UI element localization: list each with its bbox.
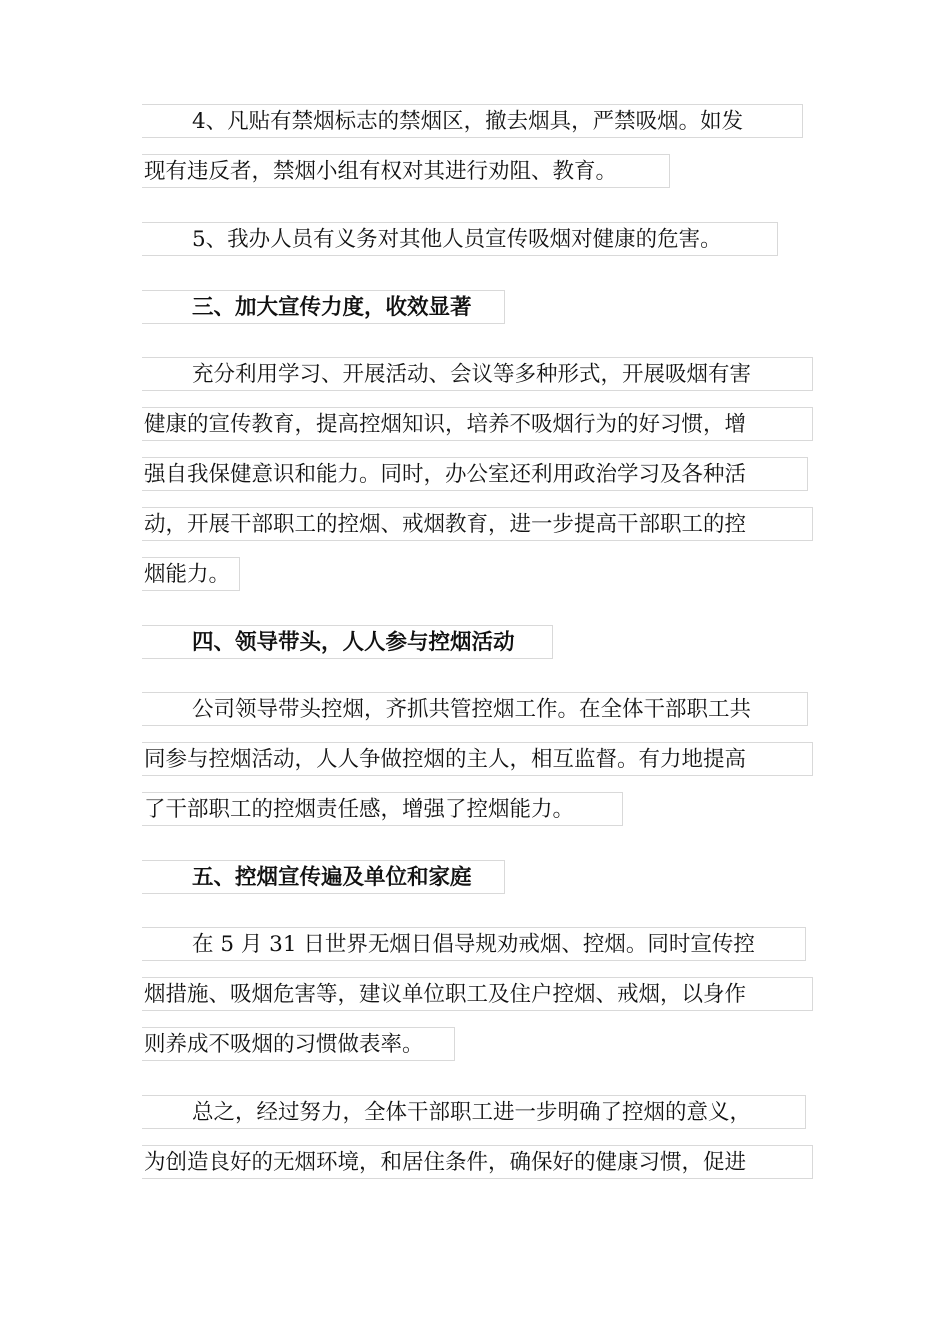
item-4-line-2: 现有违反者，禁烟小组有权对其进行劝阻、教育。: [142, 154, 670, 188]
section-3-line-4: 动，开展干部职工的控烟、戒烟教育，进一步提高干部职工的控: [142, 507, 813, 541]
conclusion-line-1: 总之，经过努力，全体干部职工进一步明确了控烟的意义，: [142, 1095, 806, 1129]
item-4-line-1: 4、凡贴有禁烟标志的禁烟区，撤去烟具，严禁吸烟。如发: [142, 104, 803, 138]
item-5-line-1: 5、我办人员有义务对其他人员宣传吸烟对健康的危害。: [142, 222, 778, 256]
section-5-line-2: 烟措施、吸烟危害等，建议单位职工及住户控烟、戒烟，以身作: [142, 977, 813, 1011]
section-4-heading: 四、领导带头，人人参与控烟活动: [142, 625, 553, 659]
section-5-line-3: 则养成不吸烟的习惯做表率。: [142, 1027, 455, 1061]
section-3-heading: 三、加大宣传力度，收效显著: [142, 290, 505, 324]
section-4-line-1: 公司领导带头控烟，齐抓共管控烟工作。在全体干部职工共: [142, 692, 808, 726]
section-4-line-2: 同参与控烟活动，人人争做控烟的主人，相互监督。有力地提高: [142, 742, 813, 776]
conclusion-line-2: 为创造良好的无烟环境，和居住条件，确保好的健康习惯，促进: [142, 1145, 813, 1179]
section-3-line-3: 强自我保健意识和能力。同时，办公室还利用政治学习及各种活: [142, 457, 808, 491]
section-3-line-5: 烟能力。: [142, 557, 240, 591]
section-5-line-1: 在 5 月 31 日世界无烟日倡导规劝戒烟、控烟。同时宣传控: [142, 927, 806, 961]
section-3-line-2: 健康的宣传教育，提高控烟知识，培养不吸烟行为的好习惯，增: [142, 407, 813, 441]
section-5-heading: 五、控烟宣传遍及单位和家庭: [142, 860, 505, 894]
section-4-line-3: 了干部职工的控烟责任感，增强了控烟能力。: [142, 792, 623, 826]
section-3-line-1: 充分利用学习、开展活动、会议等多种形式，开展吸烟有害: [142, 357, 813, 391]
